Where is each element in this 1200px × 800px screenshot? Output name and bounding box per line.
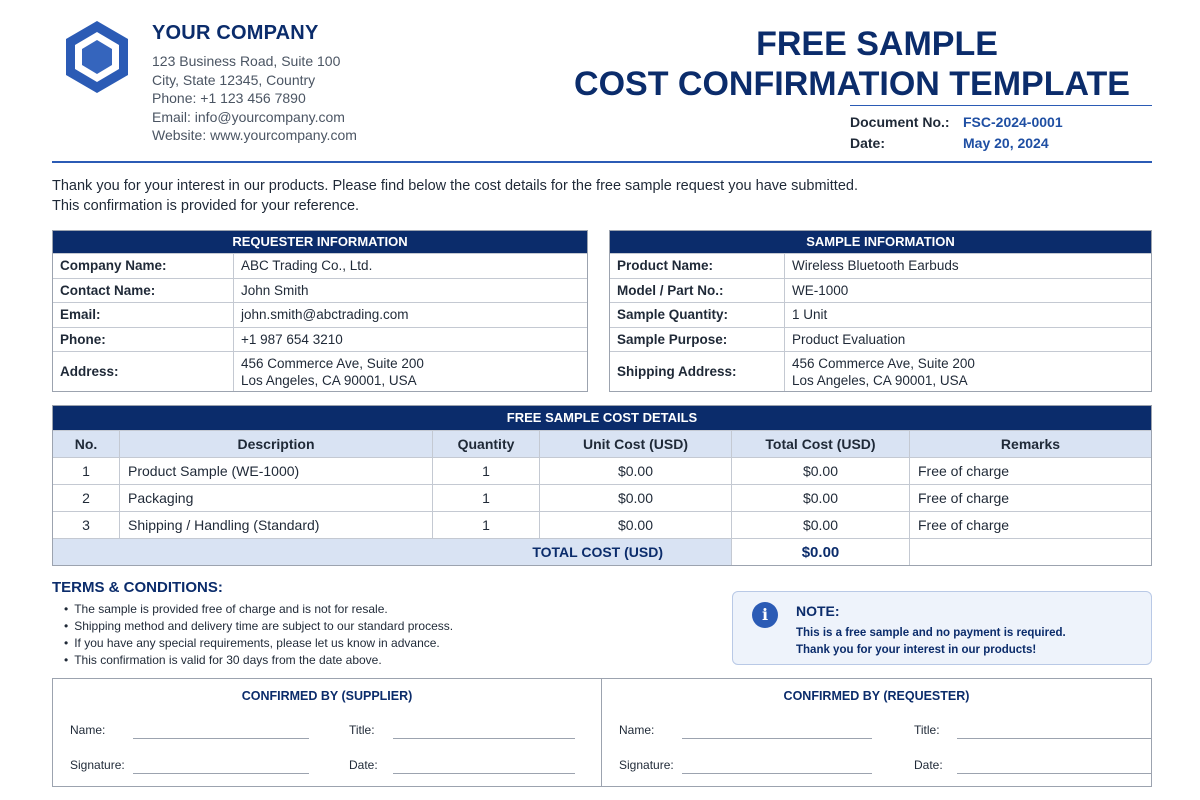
info-row xyxy=(53,253,587,278)
title-divider xyxy=(850,105,1152,106)
info-row xyxy=(610,278,1151,303)
total-value: $0.00 xyxy=(732,539,910,565)
cell-quantity: 1 xyxy=(433,458,540,484)
info-row xyxy=(53,278,587,303)
date-field[interactable] xyxy=(393,773,575,774)
info-value: Wireless Bluetooth Earbuds xyxy=(792,258,959,274)
info-label: Contact Name: xyxy=(53,279,234,303)
cell-no: 3 xyxy=(53,512,120,538)
terms-item: • Shipping method and delivery time are subject to our standard process. xyxy=(64,618,453,635)
total-row xyxy=(53,538,1151,565)
info-icon: i xyxy=(752,602,778,628)
requester-confirm-title: CONFIRMED BY (REQUESTER) xyxy=(783,689,970,703)
doc-date-value: May 20, 2024 xyxy=(963,134,1049,151)
info-value: john.smith@abctrading.com xyxy=(241,307,409,323)
title-line-2: COST CONFIRMATION TEMPLATE xyxy=(574,65,1130,103)
name-label: Name: xyxy=(619,723,655,737)
signature-label: Signature: xyxy=(70,758,125,772)
date-label: Date: xyxy=(349,758,378,772)
cell-remarks: Free of charge xyxy=(918,517,1010,533)
note-title: NOTE: xyxy=(796,603,840,619)
title-line-1: FREE SAMPLE xyxy=(756,25,998,63)
signature-field[interactable] xyxy=(682,773,872,774)
table-row xyxy=(53,457,1151,484)
note-text xyxy=(796,625,1066,659)
total-label: TOTAL COST (USD) xyxy=(53,539,732,565)
name-field[interactable] xyxy=(133,738,309,739)
company-city: City, State 12345, Country xyxy=(152,71,316,88)
requester-confirmation xyxy=(602,679,1151,786)
company-contact xyxy=(152,52,357,145)
info-value xyxy=(234,352,424,391)
document-title xyxy=(552,24,1152,104)
address-line-2: Los Angeles, CA 90001, USA xyxy=(792,372,968,388)
signature-label: Signature: xyxy=(619,758,674,772)
info-label: Sample Purpose: xyxy=(610,328,785,352)
info-value: Product Evaluation xyxy=(792,331,906,347)
note-box xyxy=(732,591,1152,665)
column-header: Total Cost (USD) xyxy=(732,431,910,457)
company-website: Website: www.yourcompany.com xyxy=(152,127,357,143)
column-header: Description xyxy=(120,431,433,457)
info-label: Sample Quantity: xyxy=(610,303,785,327)
cell-unit-cost: $0.00 xyxy=(540,458,732,484)
info-row xyxy=(53,302,587,327)
info-label: Shipping Address: xyxy=(610,352,785,391)
cell-remarks: Free of charge xyxy=(918,463,1010,479)
info-value xyxy=(785,352,975,391)
cell-no: 2 xyxy=(53,485,120,511)
info-row xyxy=(610,351,1151,391)
info-row xyxy=(610,327,1151,352)
sample-info-table xyxy=(609,230,1152,392)
name-field[interactable] xyxy=(682,738,872,739)
table-row xyxy=(53,511,1151,538)
table-header-row xyxy=(53,430,1151,457)
info-label: Company Name: xyxy=(53,254,234,278)
address-line-2: Los Angeles, CA 90001, USA xyxy=(241,372,417,388)
info-value: ABC Trading Co., Ltd. xyxy=(241,258,373,274)
title-label: Title: xyxy=(349,723,375,737)
doc-number-value: FSC-2024-0001 xyxy=(963,113,1063,130)
confirmation-section xyxy=(52,678,1152,787)
cell-no: 1 xyxy=(53,458,120,484)
document-meta xyxy=(850,111,1063,153)
doc-date-label: Date: xyxy=(850,134,886,151)
cell-total-cost: $0.00 xyxy=(732,485,910,511)
intro-line-1: Thank you for your interest in our products. Please find below the cost details for the free sample request you have submitted. xyxy=(52,178,858,194)
header-divider xyxy=(52,161,1152,163)
date-label: Date: xyxy=(914,758,943,772)
signature-field[interactable] xyxy=(133,773,309,774)
cost-details-table xyxy=(52,405,1152,566)
cell-quantity: 1 xyxy=(433,512,540,538)
company-address: 123 Business Road, Suite 100 xyxy=(152,53,341,69)
column-header: Quantity xyxy=(433,431,540,457)
note-line-2: Thank you for your interest in our products! xyxy=(796,644,1037,656)
info-label: Address: xyxy=(53,352,234,391)
column-header: Unit Cost (USD) xyxy=(540,431,732,457)
supplier-confirm-title: CONFIRMED BY (SUPPLIER) xyxy=(241,689,413,703)
terms-list xyxy=(64,601,453,669)
title-field[interactable] xyxy=(393,738,575,739)
table-row xyxy=(53,484,1151,511)
info-value: WE-1000 xyxy=(792,282,849,298)
info-row xyxy=(53,327,587,352)
sample-heading: SAMPLE INFORMATION xyxy=(610,231,1151,253)
doc-date-row xyxy=(850,132,1063,153)
intro-line-2: This confirmation is provided for your reference. xyxy=(52,198,360,214)
info-value: 1 Unit xyxy=(792,307,828,323)
company-logo xyxy=(58,18,136,96)
company-email: Email: info@yourcompany.com xyxy=(152,108,345,125)
doc-number-label: Document No.: xyxy=(850,113,950,130)
cell-remarks: Free of charge xyxy=(918,490,1010,506)
terms-title: TERMS & CONDITIONS: xyxy=(52,579,223,596)
note-line-1: This is a free sample and no payment is required. xyxy=(796,627,1066,639)
name-label: Name: xyxy=(70,723,106,737)
doc-number-row xyxy=(850,111,1063,132)
supplier-confirmation xyxy=(53,679,602,786)
cell-total-cost: $0.00 xyxy=(732,458,910,484)
title-label: Title: xyxy=(914,723,940,737)
cell-total-cost: $0.00 xyxy=(732,512,910,538)
cell-unit-cost: $0.00 xyxy=(540,485,732,511)
total-blank-cell xyxy=(910,539,1151,565)
info-label: Product Name: xyxy=(610,254,785,278)
cell-description: Shipping / Handling (Standard) xyxy=(120,512,433,538)
terms-item: • This confirmation is valid for 30 days from the date above. xyxy=(64,652,453,669)
company-name: YOUR COMPANY xyxy=(152,22,319,44)
title-field[interactable] xyxy=(957,738,1152,739)
info-label: Model / Part No.: xyxy=(610,279,785,303)
info-row xyxy=(53,351,587,391)
date-field[interactable] xyxy=(957,773,1152,774)
company-phone: Phone: +1 123 456 7890 xyxy=(152,90,306,106)
info-row xyxy=(610,302,1151,327)
intro-text xyxy=(52,176,858,216)
cell-description: Packaging xyxy=(120,485,433,511)
info-label: Email: xyxy=(53,303,234,327)
requester-heading: REQUESTER INFORMATION xyxy=(53,231,587,253)
column-header: No. xyxy=(53,431,120,457)
address-line-1: 456 Commerce Ave, Suite 200 xyxy=(792,355,975,371)
cost-heading: FREE SAMPLE COST DETAILS xyxy=(53,406,1151,430)
address-line-1: 456 Commerce Ave, Suite 200 xyxy=(241,355,424,371)
cell-description: Product Sample (WE-1000) xyxy=(120,458,433,484)
terms-item: • The sample is provided free of charge and is not for resale. xyxy=(64,601,453,618)
terms-item: • If you have any special requirements, please let us know in advance. xyxy=(64,635,453,652)
requester-info-table xyxy=(52,230,588,392)
cell-quantity: 1 xyxy=(433,485,540,511)
cell-unit-cost: $0.00 xyxy=(540,512,732,538)
info-label: Phone: xyxy=(53,328,234,352)
info-row xyxy=(610,253,1151,278)
column-header: Remarks xyxy=(1000,436,1061,452)
info-value: John Smith xyxy=(241,282,309,298)
info-value: +1 987 654 3210 xyxy=(241,331,343,347)
